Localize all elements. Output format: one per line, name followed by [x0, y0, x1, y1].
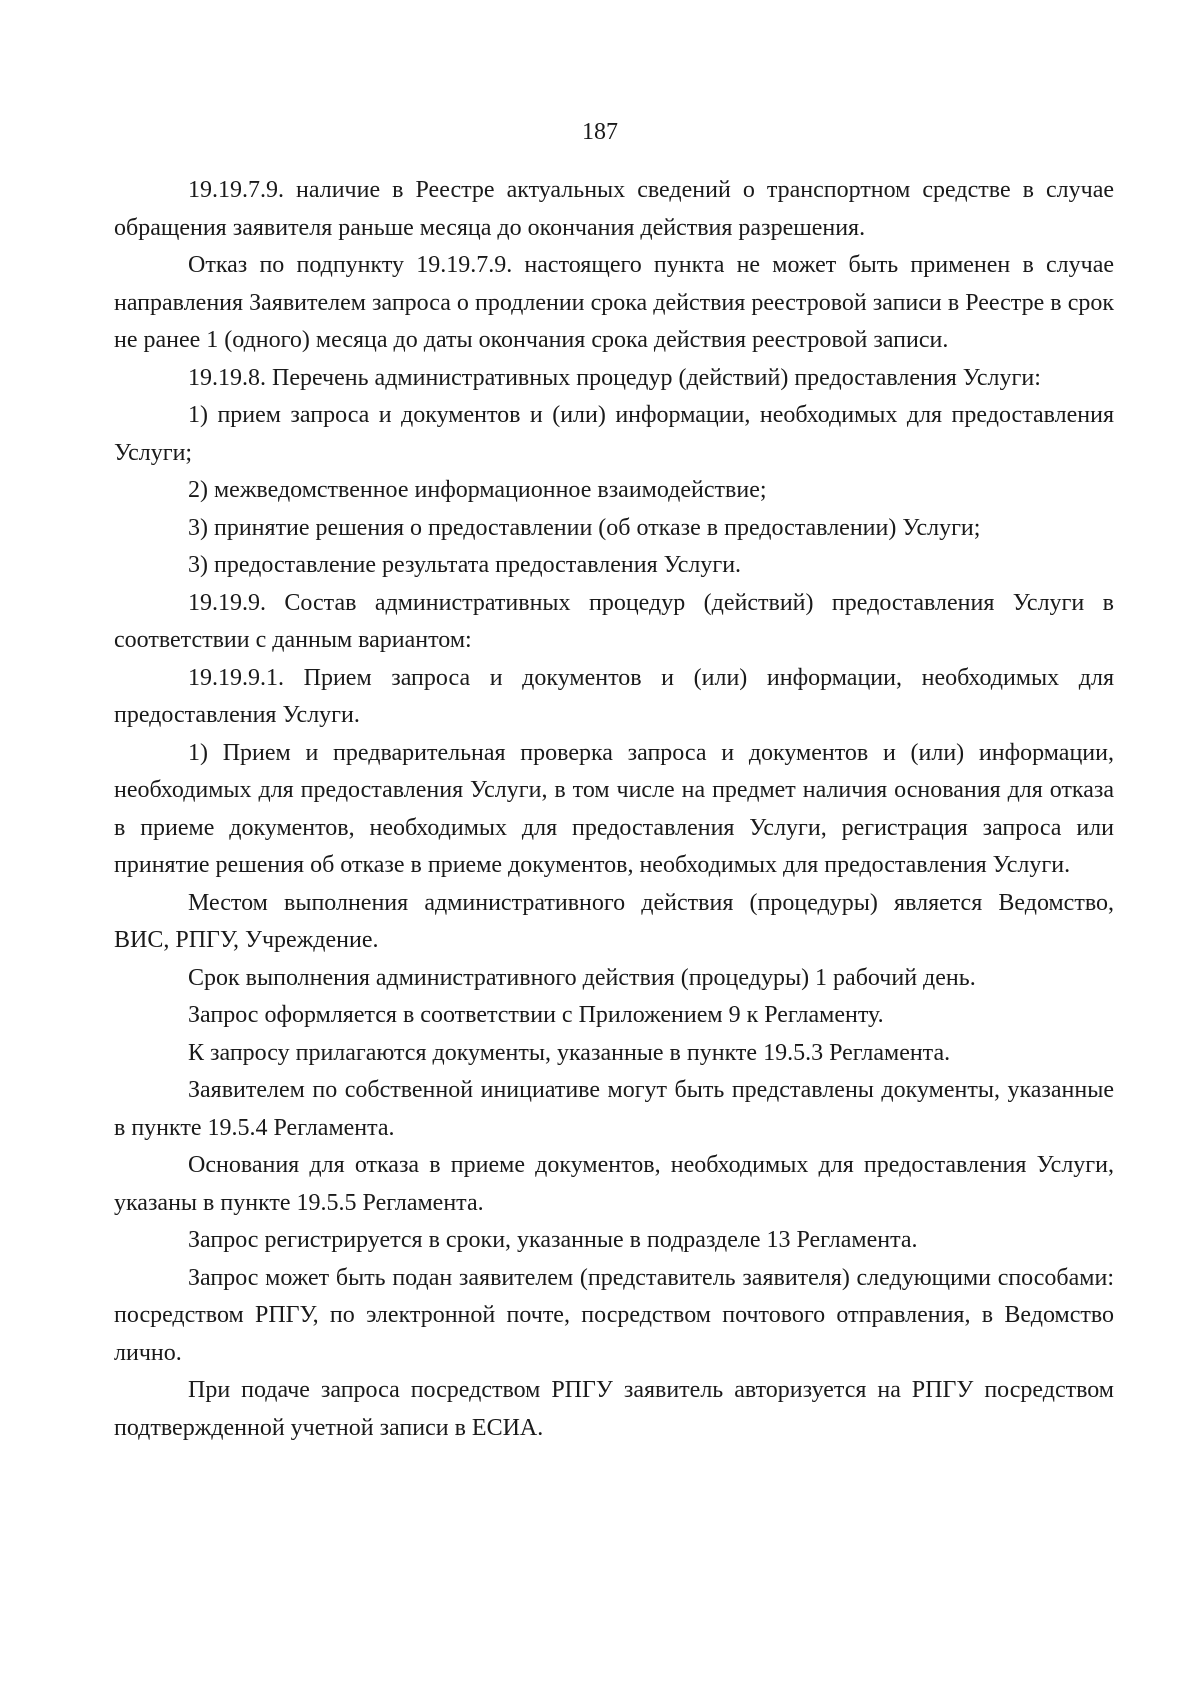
paragraph: Запрос оформляется в соответствии с Приложением 9 к Регламенту.: [188, 1002, 884, 1028]
paragraph: К запросу прилагаются документы, указанные в пункте 19.5.3 Регламента.: [188, 1039, 951, 1066]
paragraph: Отказ по подпункту 19.19.7.9. настоящего пункта не может быть применен в случае направления Заявителем запроса о продлении срока действия реестровой записи в Реестре в срок не ранее 1 (одного) месяца до даты окончания срока действия реестровой записи.: [114, 252, 1114, 353]
paragraph: Заявителем по собственной инициативе могут быть представлены документы, указанные в пункте 19.5.4 Регламента.: [114, 1077, 1114, 1141]
page-number: 187: [582, 119, 618, 145]
document-body: [114, 172, 1114, 1447]
list-item: 2) межведомственное информационное взаимодействие;: [188, 477, 767, 503]
paragraph: Запрос регистрируется в сроки, указанные в подразделе 13 Регламента.: [188, 1227, 918, 1253]
list-item: 1) прием запроса и документов и (или) информации, необходимых для предоставления Услуги;: [114, 402, 1114, 466]
paragraph: 19.19.9.1. Прием запроса и документов и (или) информации, необходимых для предоставления Услуги.: [114, 664, 1114, 728]
paragraph: Основания для отказа в приеме документов, необходимых для предоставления Услуги, указаны в пункте 19.5.5 Регламента.: [114, 1152, 1114, 1216]
paragraph: Запрос может быть подан заявителем (представитель заявителя) следующими способами: посредством РПГУ, по электронной почте, посредством почтового отправления, в Ведомство лично.: [114, 1264, 1114, 1366]
list-item: 1) Прием и предварительная проверка запроса и документов и (или) информации, необходимых для предоставления Услуги, в том числе на предмет наличия основания для отказа в приеме документов, необходимых для предоставления Услуги, регистрация запроса или принятие решения об отказе в приеме документов, необходимых для предоставления Услуги.: [114, 739, 1114, 878]
list-item: 3) принятие решения о предоставлении (об отказе в предоставлении) Услуги;: [188, 514, 981, 541]
paragraph: 19.19.7.9. наличие в Реестре актуальных сведений о транспортном средстве в случае обращения заявителя раньше месяца до окончания действия разрешения.: [114, 177, 1114, 241]
paragraph: Срок выполнения административного действия (процедуры) 1 рабочий день.: [188, 964, 976, 991]
paragraph: 19.19.9. Состав административных процедур (действий) предоставления Услуги в соответствии с данным вариантом:: [114, 589, 1114, 653]
paragraph: При подаче запроса посредством РПГУ заявитель авторизуется на РПГУ посредством подтвержденной учетной записи в ЕСИА.: [114, 1377, 1114, 1441]
paragraph: Местом выполнения административного действия (процедуры) является Ведомство, ВИС, РПГУ, Учреждение.: [114, 889, 1114, 953]
list-item: 3) предоставление результата предоставления Услуги.: [188, 552, 742, 578]
paragraph: 19.19.8. Перечень административных процедур (действий) предоставления Услуги:: [188, 364, 1041, 391]
